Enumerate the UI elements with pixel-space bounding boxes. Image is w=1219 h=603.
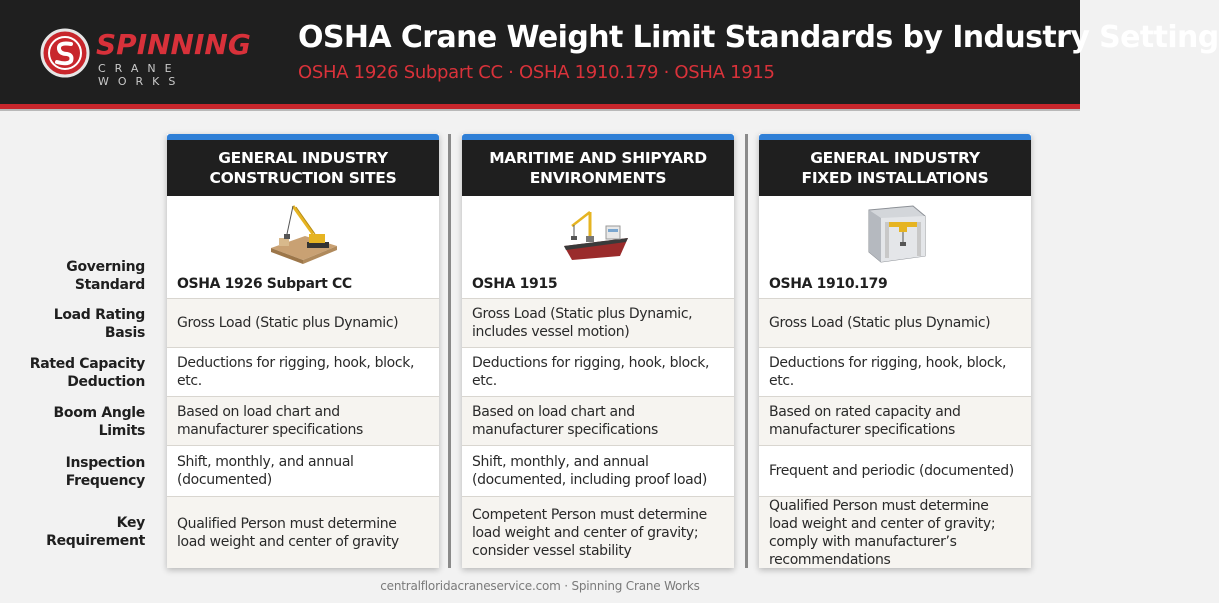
cell-inspection-frequency: Frequent and periodic (documented) xyxy=(759,445,1031,496)
cell-boom-angle-limits: Based on load chart and manufacturer specifications xyxy=(167,396,439,445)
cell-inspection-frequency: Shift, monthly, and annual (documented, including proof load) xyxy=(462,445,734,496)
logo-wordmark: SPINNING xyxy=(96,28,251,61)
cell-governing-standard: OSHA 1915 xyxy=(472,275,558,292)
card-title: GENERAL INDUSTRY CONSTRUCTION SITES xyxy=(167,140,439,196)
logo-tagline: CRANE WORKS xyxy=(98,62,185,88)
cell-rated-capacity-deduction: Deductions for rigging, hook, block, etc. xyxy=(462,347,734,396)
cell-boom-angle-limits: Based on rated capacity and manufacturer specifications xyxy=(759,396,1031,445)
crawler-crane-icon xyxy=(263,202,343,266)
cell-load-rating-basis: Gross Load (Static plus Dynamic) xyxy=(167,298,439,347)
page-title: OSHA Crane Weight Limit Standards by Industry Setting xyxy=(298,20,1219,55)
cell-key-requirement: Qualified Person must determine load weight and center of gravity; comply with manufacturer’s recommendations xyxy=(759,496,1031,568)
cell-key-requirement: Qualified Person must determine load weight and center of gravity xyxy=(167,496,439,568)
cell-rated-capacity-deduction: Deductions for rigging, hook, block, etc. xyxy=(167,347,439,396)
ship-crane-icon xyxy=(558,202,638,266)
card-construction-sites xyxy=(167,134,439,568)
row-label-inspection-frequency: Inspection Frequency xyxy=(65,455,145,489)
cell-boom-angle-limits: Based on load chart and manufacturer specifications xyxy=(462,396,734,445)
row-label-key-requirement: Key Requirement xyxy=(46,515,145,549)
card-maritime-shipyard xyxy=(462,134,734,568)
row-label-governing-standard: Governing Standard xyxy=(66,259,145,293)
cell-inspection-frequency: Shift, monthly, and annual (documented) xyxy=(167,445,439,496)
cell-load-rating-basis: Gross Load (Static plus Dynamic) xyxy=(759,298,1031,347)
cell-load-rating-basis: Gross Load (Static plus Dynamic, includes vessel motion) xyxy=(462,298,734,347)
column-divider xyxy=(448,134,451,568)
row-label-boom-angle-limits: Boom Angle Limits xyxy=(53,405,145,439)
card-title: GENERAL INDUSTRY FIXED INSTALLATIONS xyxy=(759,140,1031,196)
company-logo xyxy=(40,28,270,88)
cell-rated-capacity-deduction: Deductions for rigging, hook, block, etc. xyxy=(759,347,1031,396)
cell-governing-standard: OSHA 1910.179 xyxy=(769,275,888,292)
column-divider xyxy=(745,134,748,568)
cell-governing-standard: OSHA 1926 Subpart CC xyxy=(177,275,352,292)
row-label-rated-capacity-deduction: Rated Capacity Deduction xyxy=(29,356,145,390)
header-gray-stripe xyxy=(0,109,1080,111)
card-fixed-installations xyxy=(759,134,1031,568)
cell-key-requirement: Competent Person must determine load weight and center of gravity; consider vessel stability xyxy=(462,496,734,568)
footer-credit: centralfloridacraneservice.com · Spinning Crane Works xyxy=(380,579,700,593)
row-label-load-rating-basis: Load Rating Basis xyxy=(53,307,145,341)
page-subtitle: OSHA 1926 Subpart CC · OSHA 1910.179 · OSHA 1915 xyxy=(298,62,775,83)
card-title: MARITIME AND SHIPYARD ENVIRONMENTS xyxy=(462,140,734,196)
logo-emblem-icon xyxy=(40,28,90,78)
overhead-crane-icon xyxy=(855,202,935,266)
